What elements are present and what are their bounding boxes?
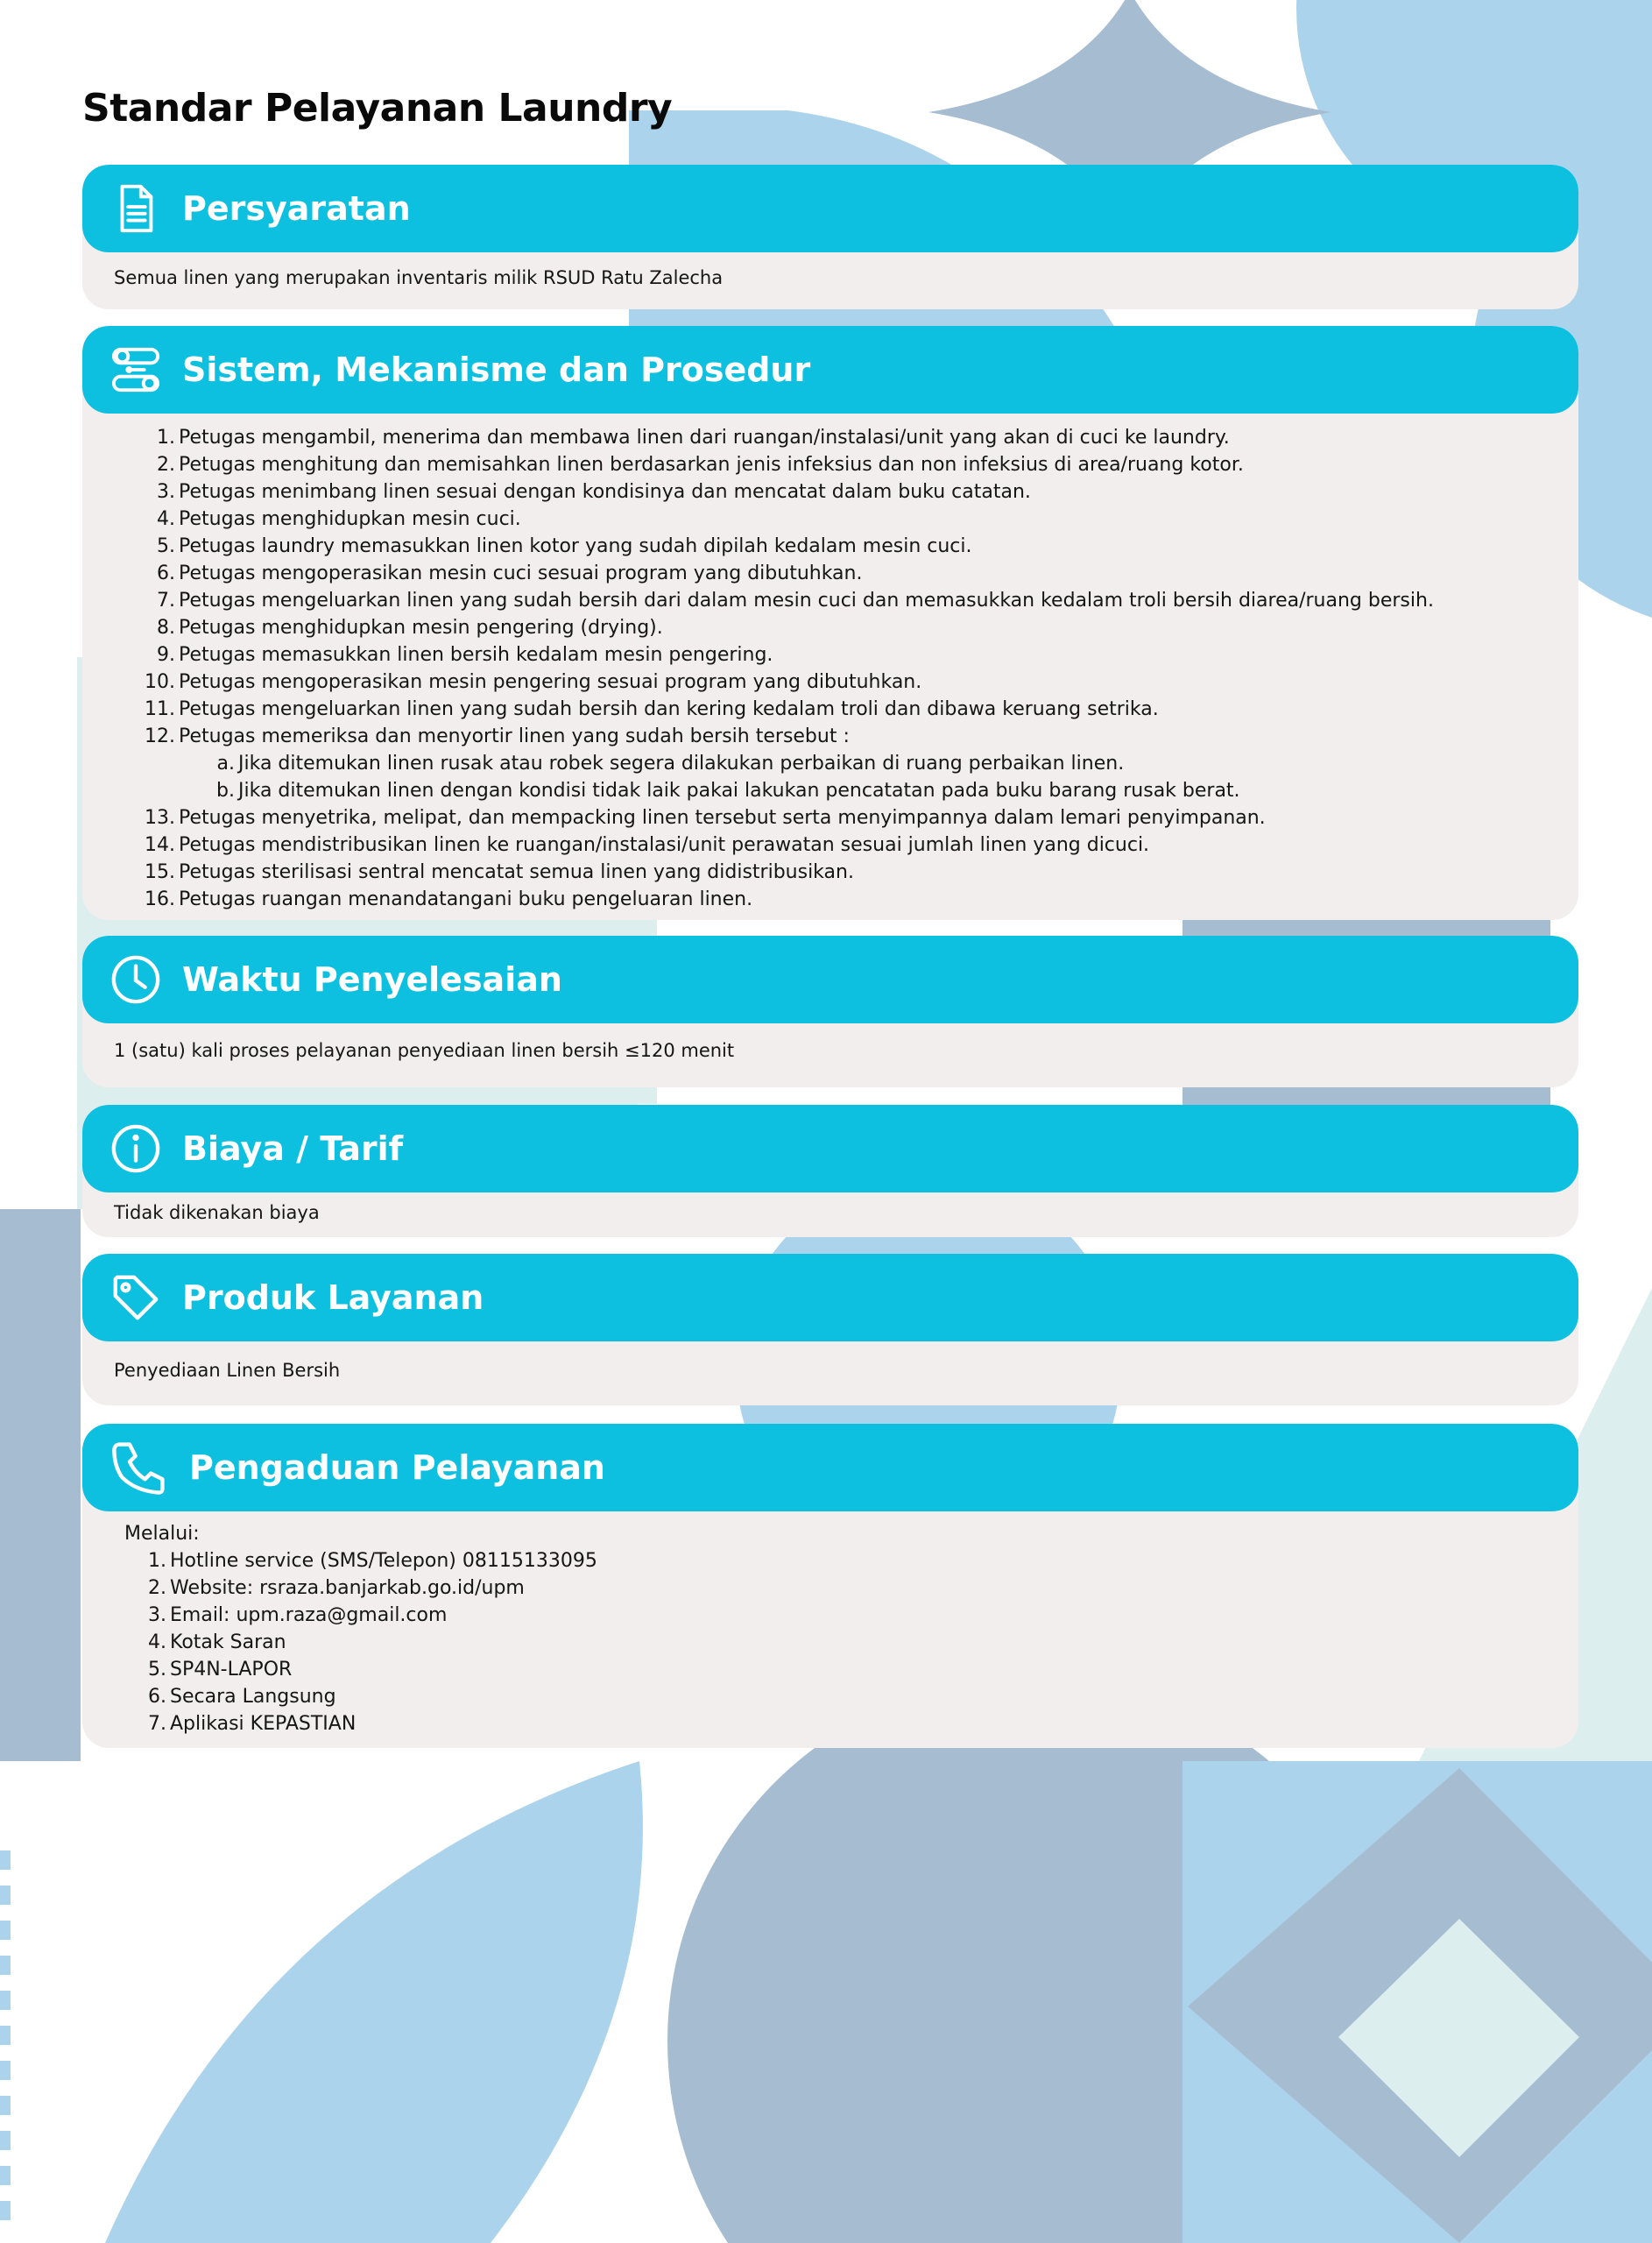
- card-title: Waktu Penyelesaian: [182, 960, 562, 999]
- list-item: 5. SP4N-LAPOR: [148, 1659, 293, 1680]
- clock-icon: [110, 954, 161, 1005]
- card-produk: [82, 1254, 1578, 1405]
- list-item: 4. Petugas menghidupkan mesin cuci.: [157, 508, 521, 530]
- complaint-lead: Melalui:: [124, 1523, 200, 1545]
- card-text: Tidak dikenakan biaya: [114, 1202, 320, 1223]
- document-icon: [110, 183, 161, 234]
- list-item: 2. Petugas menghitung dan memisahkan linen berdasarkan jenis infeksius dan non infeksius di area/ruang kotor.: [157, 454, 1244, 476]
- card-pengaduan: [82, 1424, 1578, 1748]
- card-waktu: [82, 936, 1578, 1087]
- bg-dash-marks: [0, 1850, 11, 2220]
- list-item: 12. Petugas memeriksa dan menyortir linen yang sudah bersih tersebut :: [145, 725, 850, 747]
- card-title: Produk Layanan: [182, 1278, 484, 1317]
- card-header: [82, 165, 1578, 252]
- card-header: [82, 1254, 1578, 1341]
- list-item: 2. Website: rsraza.banjarkab.go.id/upm: [148, 1577, 525, 1599]
- page-title: Standar Pelayanan Laundry: [82, 86, 673, 131]
- card-title: Persyaratan: [182, 189, 411, 228]
- card-text: Semua linen yang merupakan inventaris milik RSUD Ratu Zalecha: [114, 267, 724, 288]
- list-item: 7. Petugas mengeluarkan linen yang sudah bersih dari dalam mesin cuci dan memasukkan kedalam troli bersih diarea/ruang bersih.: [157, 590, 1434, 612]
- card-text: Penyediaan Linen Bersih: [114, 1360, 341, 1381]
- list-item: 13. Petugas menyetrika, melipat, dan mempacking linen tersebut serta menyimpannya dalam lemari penyimpanan.: [145, 807, 1266, 829]
- list-item: 16. Petugas ruangan menandatangani buku pengeluaran linen.: [145, 888, 753, 910]
- list-item: 5. Petugas laundry memasukkan linen kotor yang sudah dipilah kedalam mesin cuci.: [157, 535, 972, 557]
- list-item: 8. Petugas menghidupkan mesin pengering (drying).: [157, 617, 663, 639]
- list-item: 3. Email: upm.raza@gmail.com: [148, 1604, 448, 1626]
- list-item: 7. Aplikasi KEPASTIAN: [148, 1713, 357, 1735]
- list-item: 14. Petugas mendistribusikan linen ke ruangan/instalasi/unit perawatan sesuai jumlah linen yang dicuci.: [145, 834, 1150, 856]
- list-item: 9. Petugas memasukkan linen bersih kedalam mesin pengering.: [157, 644, 773, 666]
- list-item: 15. Petugas sterilisasi sentral mencatat semua linen yang didistribusikan.: [145, 861, 854, 883]
- card-header: [82, 1105, 1578, 1192]
- card-title: Sistem, Mekanisme dan Prosedur: [182, 350, 811, 389]
- card-title: Biaya / Tarif: [182, 1129, 404, 1168]
- list-item: 6. Petugas mengoperasikan mesin cuci sesuai program yang dibutuhkan.: [157, 563, 863, 584]
- bg-leaf-bottom-left: [105, 1761, 643, 2243]
- card-title: Pengaduan Pelayanan: [189, 1448, 605, 1487]
- flow-settings-icon: [110, 344, 161, 395]
- complaint-channels: [82, 1511, 1578, 1748]
- card-persyaratan: [82, 165, 1578, 309]
- card-header: [82, 1424, 1578, 1511]
- card-header: [82, 936, 1578, 1023]
- phone-icon: [110, 1439, 168, 1497]
- card-text: 1 (satu) kali proses pelayanan penyediaan linen bersih ≤120 menit: [114, 1040, 735, 1061]
- list-item: 11. Petugas mengeluarkan linen yang sudah bersih dan kering kedalam troli dan dibawa keruang setrika.: [145, 698, 1159, 720]
- list-item: 3. Petugas menimbang linen sesuai dengan kondisinya dan mencatat dalam buku catatan.: [157, 481, 1031, 503]
- list-item: 1. Hotline service (SMS/Telepon) 08115133095: [148, 1550, 597, 1572]
- info-icon: [110, 1123, 161, 1174]
- card-biaya: [82, 1105, 1578, 1237]
- list-item: 6. Secara Langsung: [148, 1686, 336, 1708]
- list-item: 4. Kotak Saran: [148, 1631, 286, 1653]
- card-header: [82, 326, 1578, 414]
- list-item: 1. Petugas mengambil, menerima dan membawa linen dari ruangan/instalasi/unit yang akan di cuci ke laundry.: [157, 427, 1230, 449]
- list-item: 10. Petugas mengoperasikan mesin pengering sesuai program yang dibutuhkan.: [145, 671, 922, 693]
- tag-icon: [110, 1272, 161, 1323]
- list-subitem: b. Jika ditemukan linen dengan kondisi tidak laik pakai lakukan pencatatan pada buku barang rusak berat.: [216, 780, 1240, 802]
- card-prosedur: [82, 326, 1578, 920]
- procedure-list: [82, 414, 1578, 920]
- bg-rect-left-blue: [0, 1209, 81, 1761]
- list-subitem: a. Jika ditemukan linen rusak atau robek segera dilakukan perbaikan di ruang perbaikan linen.: [216, 753, 1125, 775]
